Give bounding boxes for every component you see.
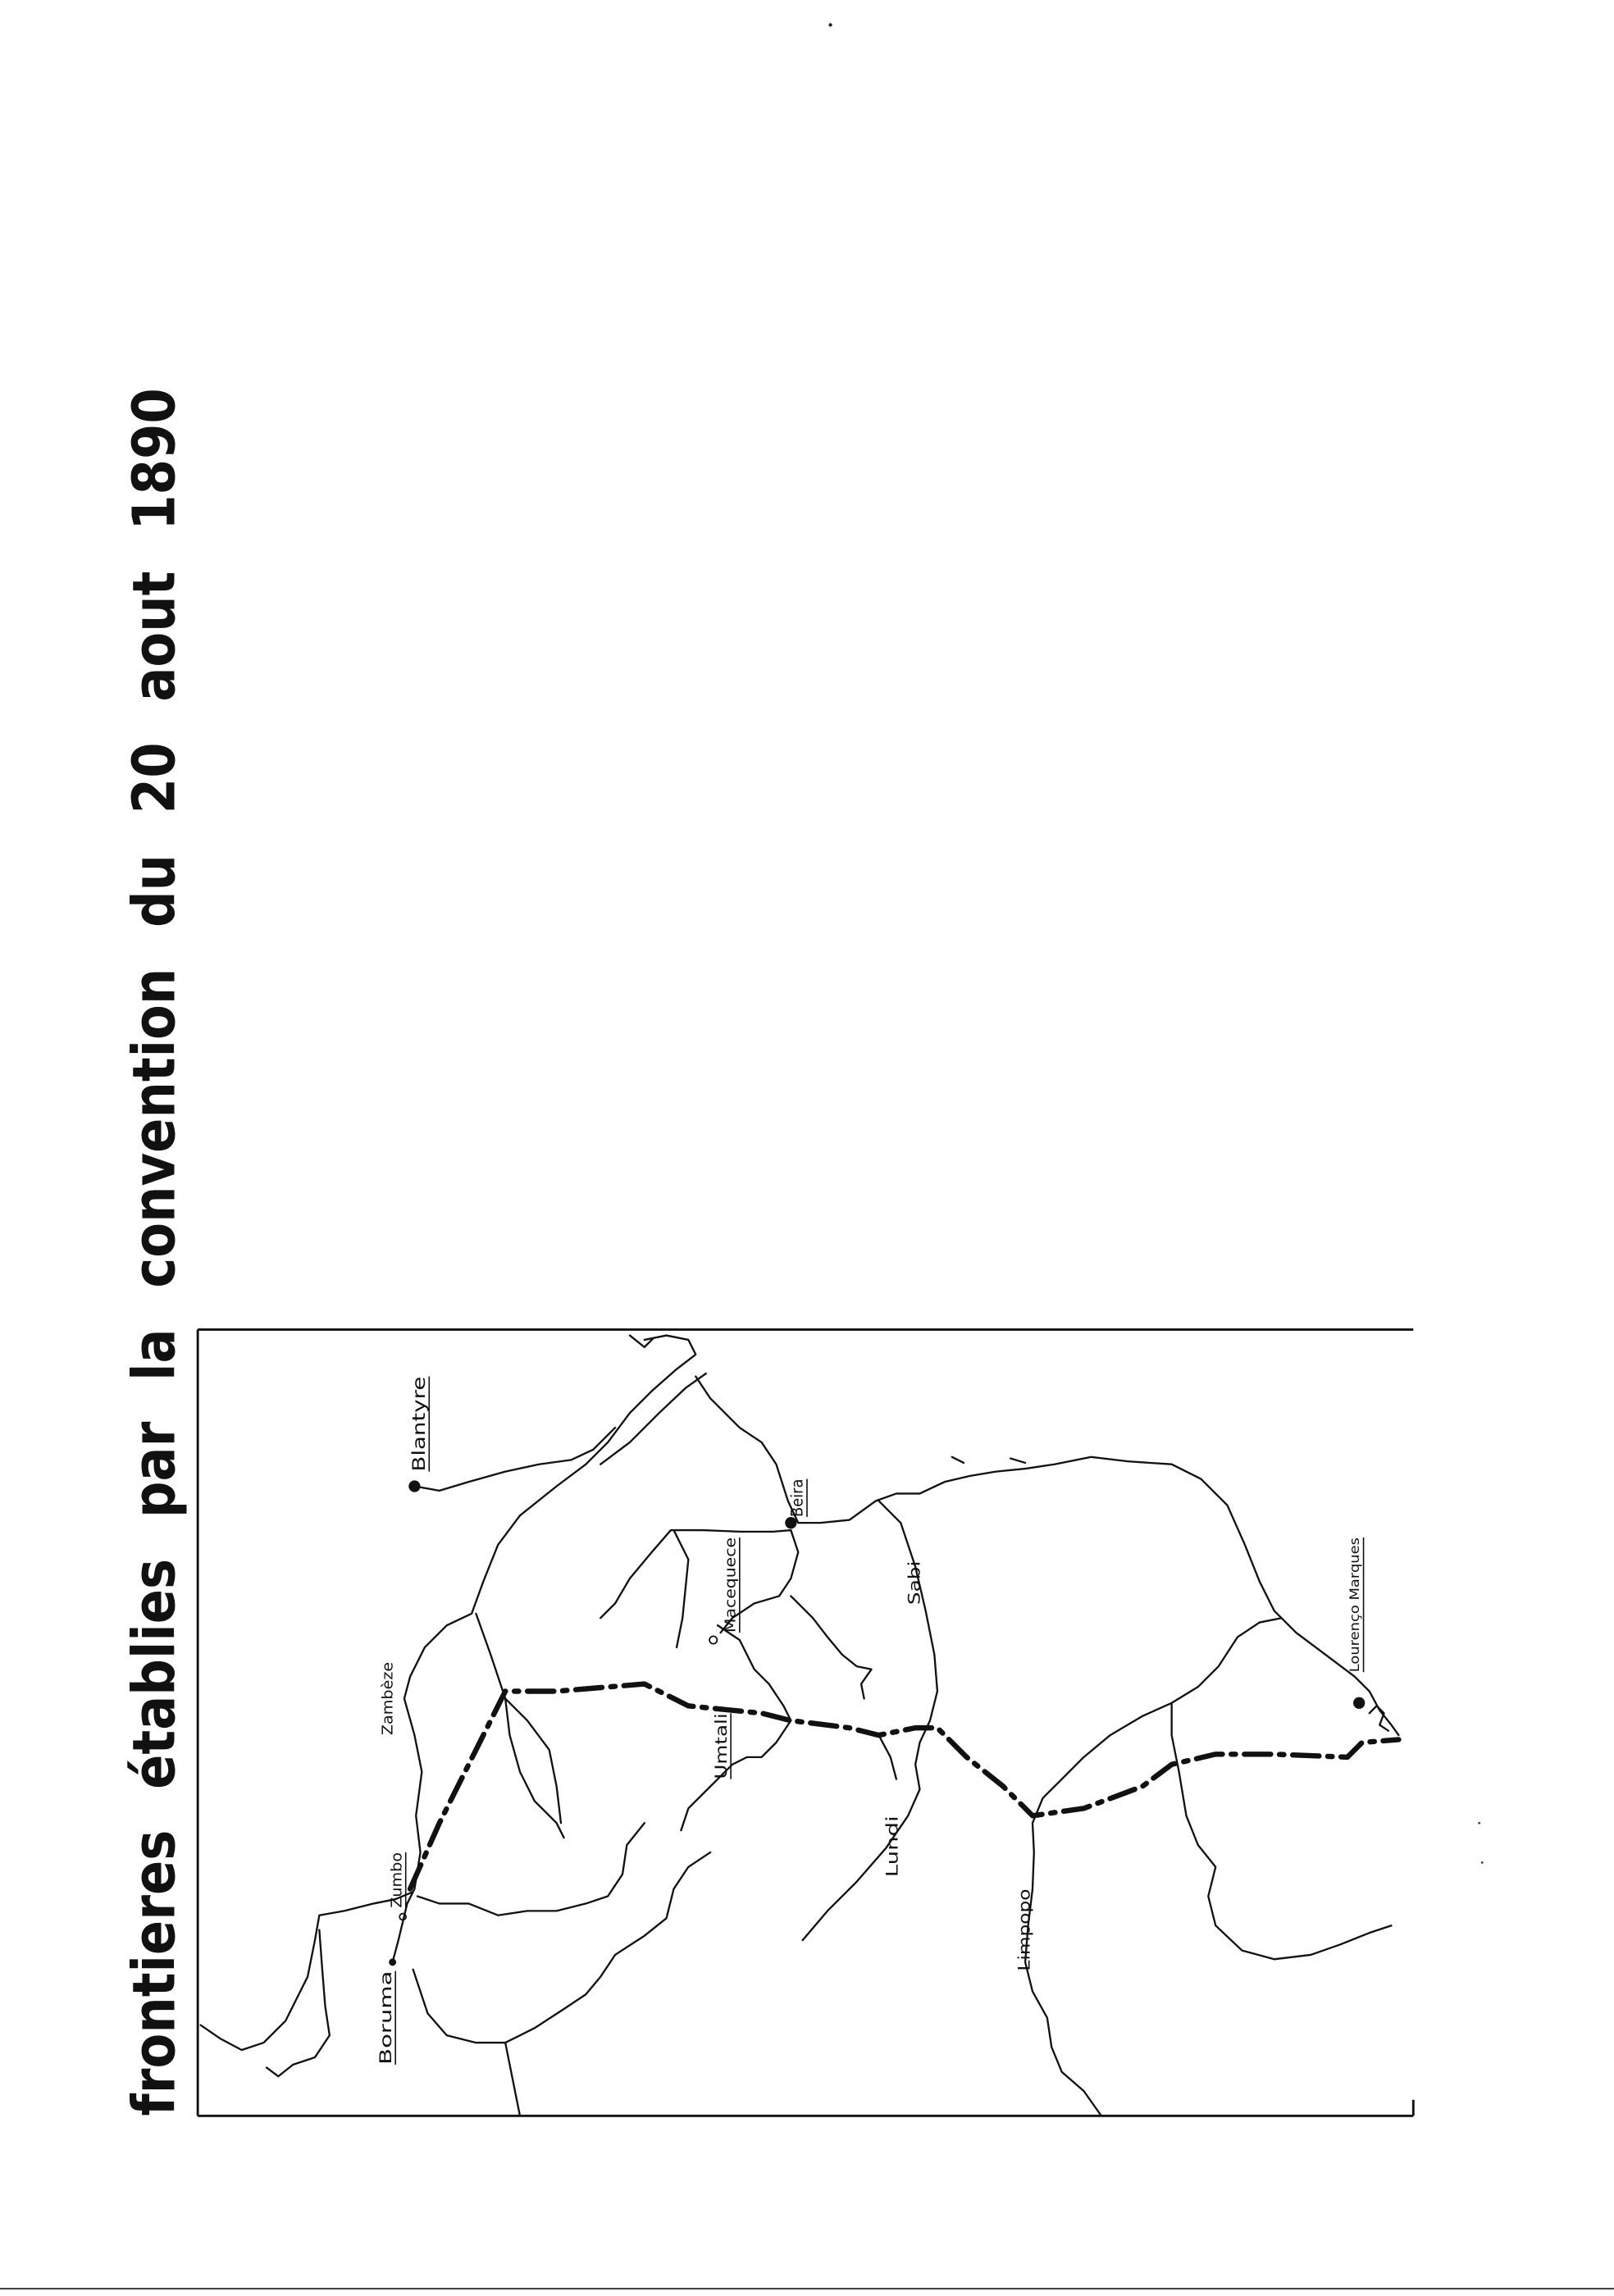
- macequece-river: [718, 1625, 791, 1720]
- page-title: frontieres établies par la convention du 20 aout 1890: [120, 137, 189, 2116]
- buzi-river: [600, 1530, 791, 1618]
- coast-island-2: [1010, 1459, 1025, 1463]
- label-boruma: Boruma: [376, 2001, 395, 2065]
- boruma-marker: [389, 1958, 396, 1966]
- zambeze-delta-channel: [600, 1374, 706, 1465]
- beira-marker: [785, 1517, 796, 1528]
- label-macequece: Macequece: [722, 1549, 740, 1633]
- coast-island-1: [952, 1457, 964, 1463]
- label-beira: Beira: [787, 1474, 807, 1517]
- label-lourenco-marques: Lourenço Marques: [1347, 1551, 1363, 1673]
- label-blantyre: Blantyre: [408, 1397, 430, 1472]
- label-lundi: Lundi: [882, 1833, 902, 1878]
- label-sabi: Sabi: [905, 1569, 924, 1606]
- south-river: [1172, 1703, 1392, 1960]
- bottom-river: [505, 2043, 520, 2116]
- shire-river: [414, 1428, 615, 1491]
- boruma-south-river: [413, 1852, 711, 2043]
- scan-speck: [828, 23, 832, 26]
- blantyre-marker: [408, 1480, 420, 1492]
- coastline: [695, 1377, 1398, 1736]
- boundary-line: [410, 1684, 1398, 1889]
- zumbo-south-river: [417, 1823, 645, 1916]
- lundi-river: [879, 1735, 896, 1779]
- macequece-marker: [709, 1636, 717, 1643]
- label-umtali: Umtali: [711, 1726, 731, 1779]
- limpopo-river: [1025, 1618, 1282, 2116]
- delta-mark: [630, 1336, 654, 1347]
- inland-river: [791, 1596, 871, 1698]
- place-markers: [389, 1474, 1365, 1966]
- label-zambeze: Zambèze: [379, 1666, 397, 1736]
- zambeze-river: [393, 1336, 696, 1962]
- label-zumbo: Zumbo: [388, 1856, 406, 1908]
- west-tributary: [267, 1930, 330, 2077]
- label-limpopo: Limpopo: [1014, 1902, 1034, 1971]
- pungwe-river: [674, 1530, 689, 1647]
- lundi-tributary: [681, 1720, 791, 1830]
- scan-speck: [1481, 1861, 1484, 1864]
- scan-speck: [1478, 1822, 1480, 1824]
- map-labels: [376, 1377, 1364, 2065]
- lourenco-marques-marker: [1353, 1697, 1365, 1709]
- central-branch: [505, 1698, 561, 1823]
